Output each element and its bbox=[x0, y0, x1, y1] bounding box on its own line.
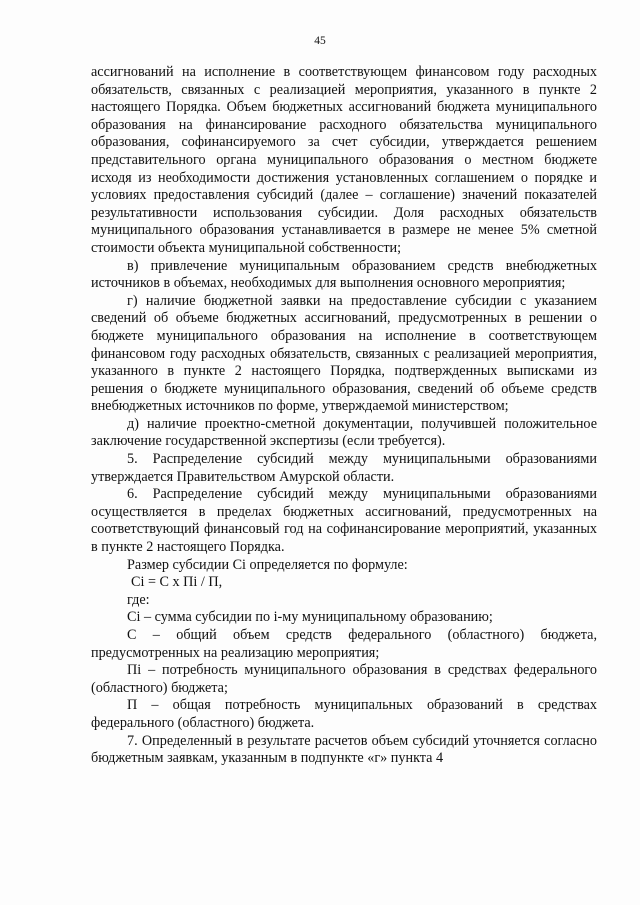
paragraph-item-g: г) наличие бюджетной заявки на предоставление субсидии с указанием сведений об объеме бюджетных ассигнований, предусмотренных в решении о бюджете муниципального образования на исполнение в соответствующем финансовом году расходных обязательств, связанных с реализацией мероприятия, указанного в пункте 2 настоящего Порядка, подтвержденных выписками из решения о бюджете муниципального образования, сведений об объеме средств внебюджетных источников по форме, утверждаемой министерством; bbox=[91, 292, 597, 415]
paragraph-item-d: д) наличие проектно-сметной документации, получившей положительное заключение государственной экспертизы (если требуется). bbox=[91, 415, 597, 450]
paragraph-budget-allocations: ассигнований на исполнение в соответствующем финансовом году расходных обязательств, связанных с реализацией мероприятия, указанного в пункте 2 настоящего Порядка. Объем бюджетных ассигнований бюджета муниципального образования на финансирование расходного обязательства муниципального образования, софинансируемого за счет субсидии, утверждается решением представительного органа муниципального образования о местном бюджете исходя из необходимости достижения установленных соглашением о порядке и условиях предоставления субсидий (далее – соглашение) значений показателей результативности использования субсидии. Доля расходных обязательств муниципального образования устанавливается в размере не менее 5% сметной стоимости объекта муниципальной собственности; bbox=[91, 64, 597, 256]
paragraph-clause-7: 7. Определенный в результате расчетов объем субсидий уточняется согласно бюджетным заявкам, указанным в подпункте «г» пункта 4 bbox=[91, 732, 597, 767]
where-label: где: bbox=[127, 591, 150, 608]
definition-p: П – общая потребность муниципальных образований в средствах федерального (областного) бюджета. bbox=[91, 697, 597, 731]
definition-pi: Пi – потребность муниципального образования в средствах федерального (областного) бюджета; bbox=[91, 662, 597, 696]
paragraph-clause-6: 6. Распределение субсидий между муниципальными образованиями осуществляется в пределах бюджетных ассигнований, предусмотренных на соответствующий финансовый год на софинансирование мероприятий, указанных в пункте 2 настоящего Порядка. bbox=[91, 486, 597, 556]
paragraph-formula-intro: Размер субсидии Сi определяется по формуле: bbox=[127, 556, 408, 573]
definition-c: С – общий объем средств федерального (областного) бюджета, предусмотренных на реализацию мероприятия; bbox=[91, 627, 597, 661]
subsidy-formula: Сi = С x Пi / П, bbox=[131, 574, 223, 591]
paragraph-item-v: в) привлечение муниципальным образованием средств внебюджетных источников в объемах, необходимых для выполнения основного мероприятия; bbox=[91, 257, 597, 292]
page-number: 45 bbox=[314, 35, 326, 47]
document-body bbox=[91, 64, 597, 768]
paragraph-clause-5: 5. Распределение субсидий между муниципальными образованиями утверждается Правительством Амурской области. bbox=[91, 451, 597, 485]
definition-ci: Сi – сумма субсидии по i-му муниципальному образованию; bbox=[127, 609, 493, 626]
